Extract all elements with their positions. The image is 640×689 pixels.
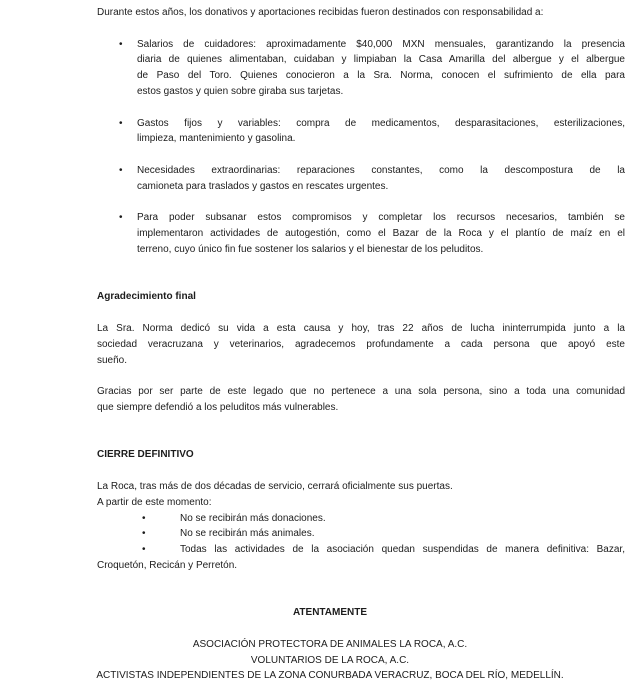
closure-bullet-line: Todas las actividades de la asociación quedan suspendidas de manera definitiva: Bazar, [180,544,625,556]
paragraph-line: sociedad veracruzana y veterinarios, agradecemos profundamente a cada persona que apoyó este [97,338,625,350]
section-heading-agradecimiento: Agradecimiento final [97,291,196,303]
bullet-item-autogestion [97,210,625,257]
paragraph-line: La Sra. Norma dedicó su vida a esta causa y hoy, tras 22 años de lucha ininterrumpida junto a la [97,322,625,334]
closure-bullet-item [97,542,625,558]
signoff-line: VOLUNTARIOS DE LA ROCA, A.C. [250,654,410,666]
closure-block [97,479,625,574]
bullet-item-necesidades [97,163,625,195]
bullet-marker: • [119,38,123,50]
bullet-line: implementaron actividades de autogestión, como el Bazar de la Roca y el plantío de maíz en el [137,228,625,240]
paragraph-line: que siempre defendió a los peluditos más vulnerables. [97,401,339,413]
closure-line: La Roca, tras más de dos décadas de servicio, cerrará oficialmente sus puertas. [97,480,453,492]
bullet-marker: • [119,117,123,129]
bullet-line: diaria de quienes alimentaban, cuidaban y limpiaban la Casa Amarilla del albergue y el albergue [137,54,625,66]
closure-line: A partir de este momento: [97,496,212,508]
bullet-marker: • [119,164,123,176]
closure-continuation-line: Croquetón, Recicán y Perretón. [97,559,238,571]
intro-paragraph: Durante estos años, los donativos y aportaciones recibidas fueron destinados con responsabilidad a: [97,7,544,18]
closure-bullet-item [97,526,625,542]
thanks-paragraph-2 [97,384,625,416]
section-heading-cierre: CIERRE DEFINITIVO [97,449,194,461]
bullet-line: de Paso del Toro. Quienes conocieron a la Sra. Norma, conocen el sufrimiento de ella para [137,70,625,82]
bullet-item-salarios [97,37,625,100]
thanks-paragraph-1 [97,321,625,368]
bullet-item-gastos-fijos [97,116,625,148]
bullet-marker: • [119,212,123,224]
signoff-line: ACTIVISTAS INDEPENDIENTES DE LA ZONA CONURBADA VERACRUZ, BOCA DEL RÍO, MEDELLÍN. [96,670,564,682]
bullet-line: Necesidades extraordinarias: reparaciones constantes, como la descompostura de la [137,164,625,176]
bullet-line: Gastos fijos y variables: compra de medicamentos, desparasitaciones, esterilizaciones, [137,117,625,129]
paragraph-line: sueño. [97,354,128,366]
bullet-marker: • [142,512,146,524]
bullet-line: estos gastos y quien sobre giraba sus tarjetas. [137,85,344,97]
signoff-block [35,605,625,684]
paragraph-line: Gracias por ser parte de este legado que no pertenece a una sola persona, sino a toda una comunidad [97,386,625,398]
signoff-heading: ATENTAMENTE [292,607,368,619]
closure-bullet-line: No se recibirán más animales. [180,528,315,540]
closure-bullet-item [97,511,625,527]
bullet-line: limpieza, mantenimiento y gasolina. [137,133,296,145]
bullet-marker: • [142,528,146,540]
bullet-line: terreno, cuyo único fin fue sostener los salarios y el bienestar de los peluditos. [137,243,484,255]
bullet-line: camioneta para traslados y gastos en rescates urgentes. [137,180,389,192]
bullet-marker: • [142,544,146,556]
closure-bullet-line: No se recibirán más donaciones. [180,512,326,524]
bullet-line: Salarios de cuidadores: aproximadamente $40,000 MXN mensuales, garantizando la presencia [137,38,625,50]
bullet-line: Para poder subsanar estos compromisos y completar los recursos necesarios, también se [137,212,625,224]
signoff-line: ASOCIACIÓN PROTECTORA DE ANIMALES LA ROCA, A.C. [192,638,468,650]
